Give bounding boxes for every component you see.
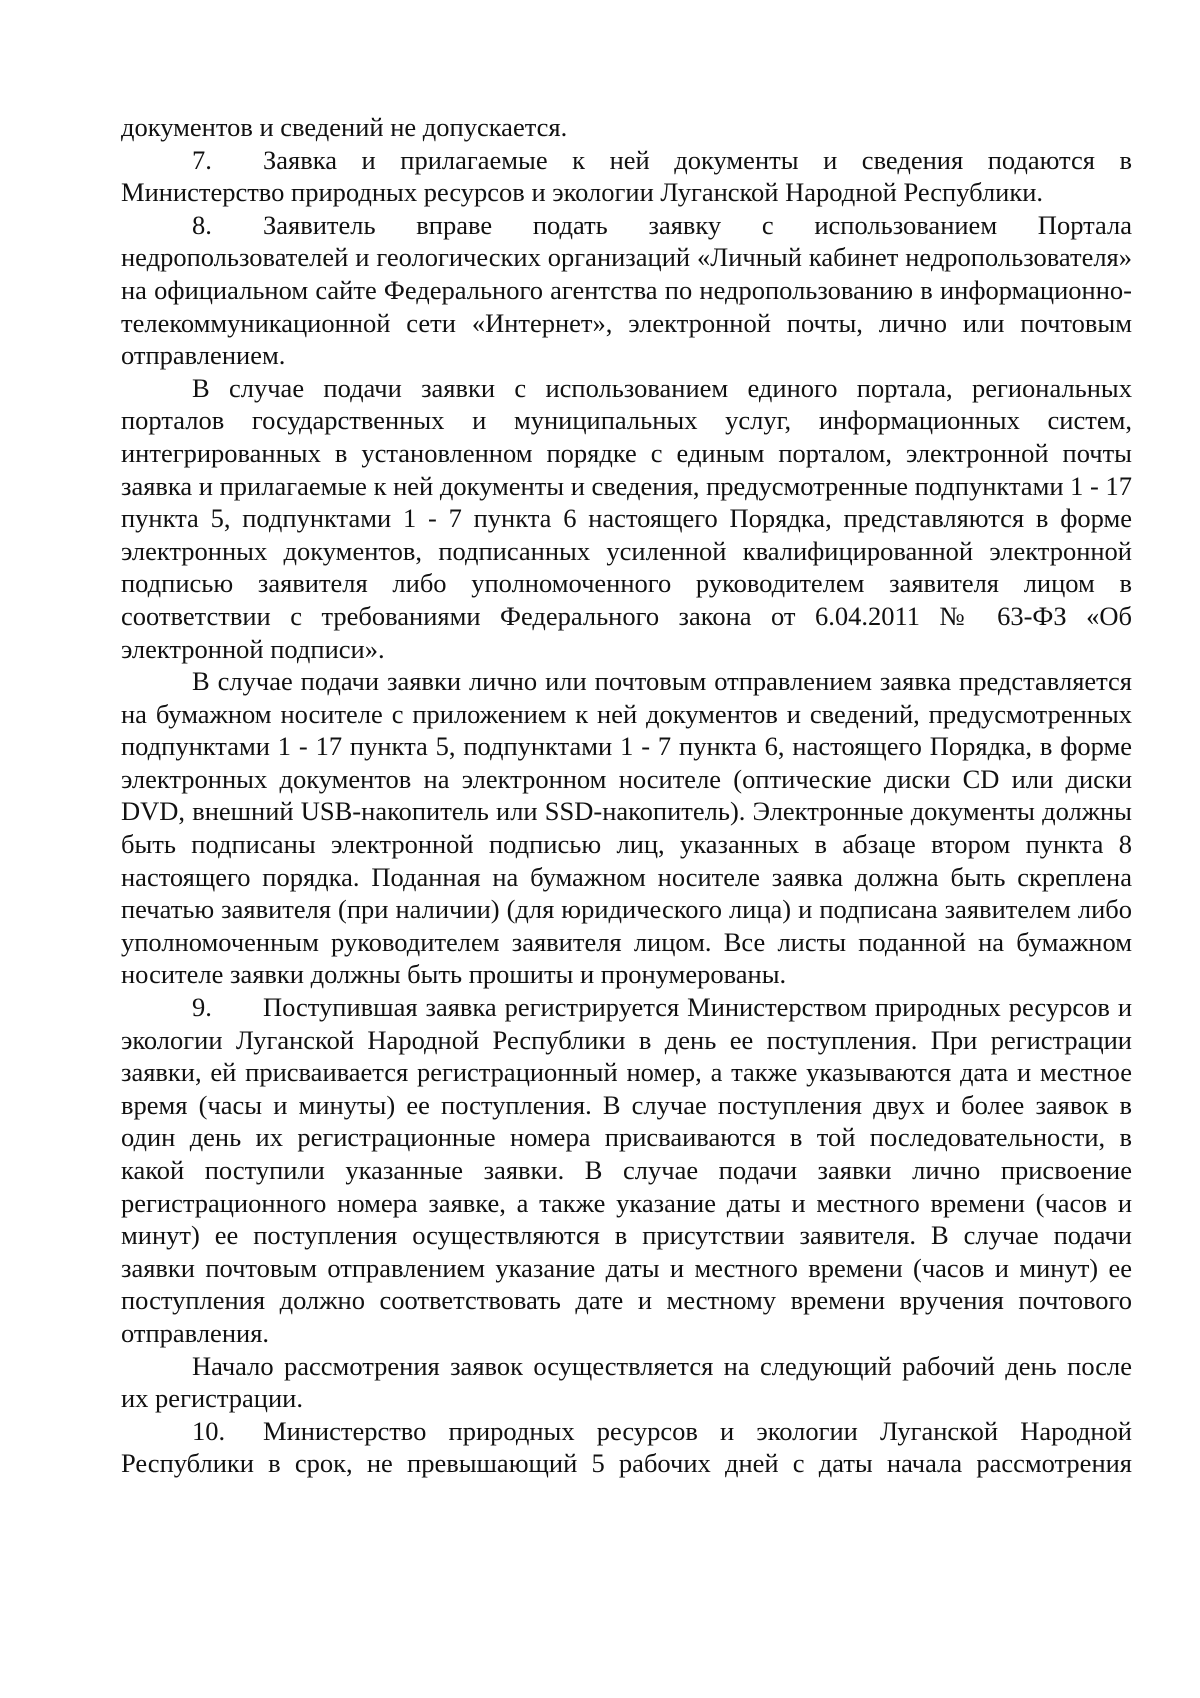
paragraph-text: В случае подачи заявки лично или почтовым отправлением заявка представляется на бумажном носителе с приложением к ней документов и сведений, предусмотренных подпунктами 1 - 17 пункта 5, подпунктами 1 - 7 пункта 6, настоящего Порядка, в форме электронных документов на электронном носителе (оптические диски CD или диски DVD, внешний USB-накопитель или SSD-накопитель). Электронные документы должны быть подписаны электронной подписью лиц, указанных в абзаце втором пункта 8 настоящего порядка. Поданная на бумажном носителе заявка должна быть скреплена печатью заявителя (при наличии) (для юридического лица) и подписана заявителем либо уполномоченным руководителем заявителя лицом. Все листы поданной на бумажном носителе заявки должны быть прошиты и пронумерованы. (121, 666, 1132, 990)
paragraph-text: Министерство природных ресурсов и экологии Луганской Народной Республики в срок, не превышающий 5 рабочих дней с даты начала рассмотрения (121, 1415, 1132, 1479)
paragraph-item-9 (121, 991, 1132, 1350)
item-number: 10. (192, 1415, 226, 1446)
paragraph-text: Начало рассмотрения заявок осуществляется на следующий рабочий день после их регистрации. (121, 1350, 1132, 1414)
paragraph-item-8 (121, 209, 1132, 372)
paragraph-electronic-submission (121, 372, 1132, 665)
paragraph-text: Поступившая заявка регистрируется Министерством природных ресурсов и экологии Луганской Народной Республики в день ее поступления. При регистрации заявки, ей присваивается регистрационный номер, а также указываются дата и местное время (часы и минуты) ее поступления. В случае поступления двух и более заявок в один день их регистрационные номера присваиваются в той последовательности, в какой поступили указанные заявки. В случае подачи заявки лично присвоение регистрационного номера заявке, а также указание даты и местного времени (часов и минут) ее поступления осуществляются в присутствии заявителя. В случае подачи заявки почтовым отправлением указание даты и местного времени (часов и минут) ее поступления должно соответствовать дате и местному времени вручения почтового отправления. (121, 992, 1132, 1348)
paragraph-text: В случае подачи заявки с использованием единого портала, региональных порталов государственных и муниципальных услуг, информационных систем, интегрированных в установленном порядке с единым порталом, электронной почты заявка и прилагаемые к ней документы и сведения, предусмотренные подпунктами 1 - 17 пункта 5, подпунктами 1 - 7 пункта 6 настоящего Порядка, представляются в форме электронных документов, подписанных усиленной квалифицированной электронной подписью заявителя либо уполномоченного руководителем заявителя лицом в соответствии с требованиями Федерального закона от 6.04.2011 № 63-ФЗ «Об электронной подписи». (121, 372, 1132, 664)
paragraph-paper-submission (121, 665, 1132, 991)
paragraph-review-start (121, 1350, 1132, 1415)
paragraph-text: Заявка и прилагаемые к ней документы и сведения подаются в Министерство природных ресурсов и экологии Луганской Народной Республики. (121, 144, 1132, 208)
item-number: 8. (192, 209, 212, 240)
item-number: 7. (192, 144, 212, 175)
document-page (121, 111, 1132, 1480)
paragraph-item-10 (121, 1415, 1132, 1480)
item-number: 9. (192, 992, 212, 1023)
paragraph-item-7 (121, 144, 1132, 209)
paragraph-text: Заявитель вправе подать заявку с использованием Портала недропользователей и геологических организаций «Личный кабинет недропользователя» на официальном сайте Федерального агентства по недропользованию в информационно-телекоммуникационной сети «Интернет», электронной почты, лично или почтовым отправлением. (121, 209, 1132, 371)
paragraph-continuation (121, 111, 1132, 144)
paragraph-text: документов и сведений не допускается. (121, 112, 568, 142)
